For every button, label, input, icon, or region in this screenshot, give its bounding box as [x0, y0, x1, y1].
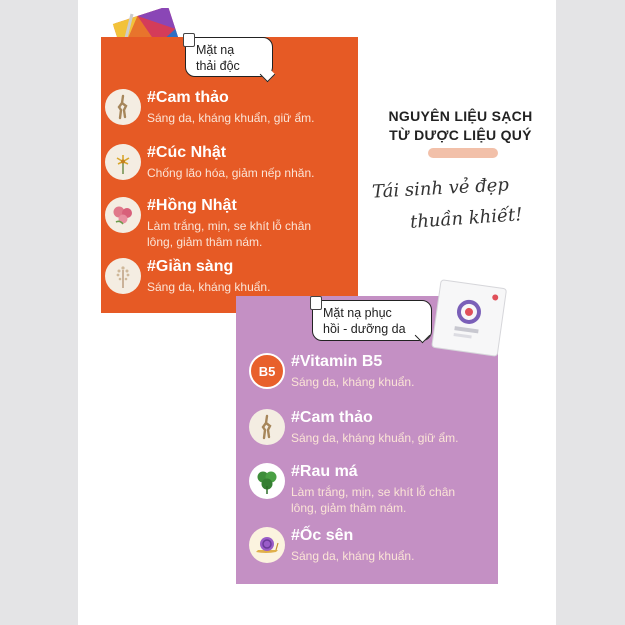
item-title: #Giần sàng	[147, 258, 234, 275]
left-margin	[0, 0, 78, 625]
item-description: Sáng da, kháng khuẩn, giữ ẩm.	[147, 111, 315, 125]
script-line-2: thuần khiết!	[409, 204, 524, 233]
item-title: #Cam thảo	[291, 409, 373, 426]
script-line-1: Tái sinh vẻ đẹp	[371, 174, 510, 203]
item-description: Sáng da, kháng khuẩn, giữ ẩm.	[291, 431, 459, 445]
centella-icon	[249, 463, 285, 499]
cnidium-icon	[105, 258, 141, 294]
bubble-line-1: Mặt nạ	[196, 43, 235, 57]
right-margin	[556, 0, 625, 625]
item-description: Sáng da, kháng khuẩn.	[291, 549, 415, 563]
item-title: #Vitamin B5	[291, 353, 383, 370]
item-title: #Cam thảo	[147, 89, 229, 106]
item-title: #Rau má	[291, 463, 358, 480]
licorice-root-icon	[249, 409, 285, 445]
product-sachet-image	[426, 278, 512, 360]
bubble-line-2: hồi - dưỡng da	[323, 322, 406, 336]
item-description: Sáng da, kháng khuẩn.	[147, 280, 271, 294]
item-description: Làm trắng, mịn, se khít lỗ chân lông, giảm thâm nám.	[291, 485, 456, 515]
detox-mask-bubble	[185, 37, 273, 77]
headline-line-2: TỪ DƯỢC LIỆU QUÝ	[389, 127, 532, 143]
rose-icon	[105, 197, 141, 233]
brush-underline	[428, 148, 498, 158]
item-description: Làm trắng, mịn, se khít lỗ chân lông, giảm thâm nám.	[147, 219, 312, 249]
brand-mini-icon	[310, 296, 322, 310]
snail-icon	[249, 527, 285, 563]
licorice-root-icon	[105, 89, 141, 125]
bubble-line-1: Mặt nạ phục	[323, 306, 392, 320]
item-description: Chống lão hóa, giảm nếp nhăn.	[147, 166, 315, 180]
item-title: #Hồng Nhật	[147, 197, 237, 214]
headline-line-1: NGUYÊN LIỆU SẠCH	[388, 108, 533, 124]
item-description: Sáng da, kháng khuẩn.	[291, 375, 415, 389]
brand-mini-icon	[183, 33, 195, 47]
vitamin-b5-icon: B5	[249, 353, 285, 389]
item-title: #Ốc sên	[291, 527, 354, 544]
chrysanthemum-icon	[105, 144, 141, 180]
item-title: #Cúc Nhật	[147, 144, 227, 161]
bubble-line-2: thải độc	[196, 59, 240, 73]
